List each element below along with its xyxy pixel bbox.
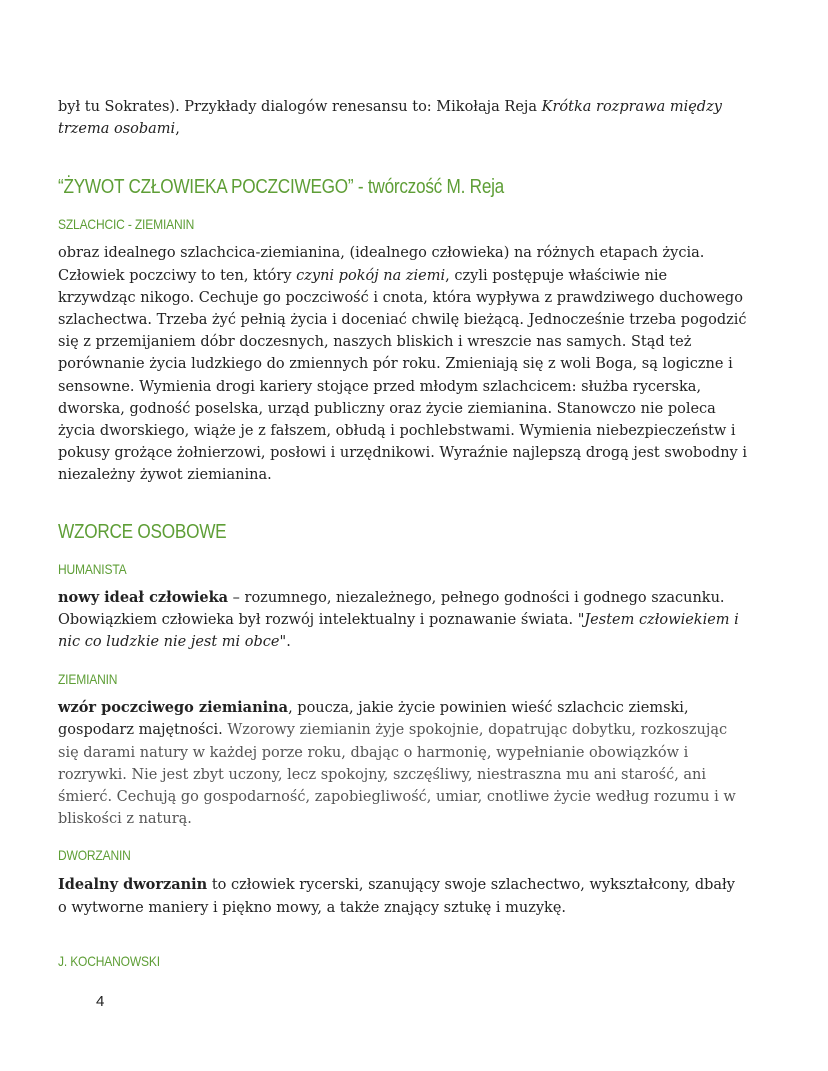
subheading-humanista: HUMANISTA xyxy=(58,560,127,577)
intro-paragraph: był tu Sokrates). Przykłady dialogów renesansu to: Mikołaja Reja Krótka rozprawa między trzema osobami, xyxy=(58,99,722,138)
document-page xyxy=(58,96,748,969)
paragraph-ziemianin: wzór poczciwego ziemianina, poucza, jakie życie powinien wieść szlachcic ziemski, gospodarz majętności. Wzorowy ziemianin żyje spokojnie, dopatrując dobytku, rozkoszując się darami natury w każdej porze roku, dbając o harmonię, wypełnianie obowiązków i rozrywki. Nie jest zbyt uczony, lecz spokojny, szczęśliwy, niestraszna mu ani starość, ani śmierć. Cechują go gospodarność, zapobiegliwość, umiar, cnotliwe życie według rozumu i w bliskości z naturą. xyxy=(58,699,736,828)
section-heading-kochanowski: J. KOCHANOWSKI xyxy=(58,952,160,969)
section-heading-zywot: “ŻYWOT CZŁOWIEKA POCZCIWEGO” - twórczość M. Reja xyxy=(58,176,505,199)
humanist-quote: "Jestem człowiekiem i nic co ludzkie nie jest mi obce" xyxy=(58,611,739,651)
subheading-szlachcic-ziemianin: SZLACHCIC - ZIEMIANIN xyxy=(58,216,195,233)
paragraph-szlachcic: obraz idealnego szlachcica-ziemianina, (idealnego człowieka) na różnych etapach życia. Człowiek poczciwy to ten, który czyni pokój na ziemi, czyli postępuje właściwie nie krzywdząc nikogo. Cechuje go poczciwość i cnota, która wypływa z prawdziwego duchowego szlachectwa. Trzeba żyć pełnią życia i doceniać chwilę bieżącą. Jednocześnie trzeba pogodzić się z przemijaniem dóbr doczesnych, naszych bliskich i wreszcie nas samych. Stąd też porównanie życia ludzkiego do zmiennych pór roku. Zmieniają się z woli Boga, są logiczne i sensowne. Wymienia drogi kariery stojące przed młodym szlachcicem: służba rycerska, dworska, godność poselska, urząd publiczny oraz życie ziemianina. Stanowczo nie poleca życia dworskiego, wiąże je z fałszem, obłudą i pochlebstwami. Wymienia niebezpieczeństw i pokusy grożące żołnierzowi, posłowi i urzędnikowi. Wyraźnie najlepszą drogą jest swobodny i niezależny żywot ziemianina. xyxy=(58,245,747,484)
subheading-ziemianin: ZIEMIANIN xyxy=(58,671,118,688)
dialog-title: Krótka rozprawa między trzema osobami xyxy=(58,99,722,138)
section-heading-wzorce: WZORCE OSOBOWE xyxy=(58,520,227,543)
paragraph-humanista: nowy ideał człowieka – rozumnego, niezależnego, pełnego godności i godnego szacunku. Obowiązkiem człowieka był rozwój intelektualny i poznawanie świata. "Jestem człowiekiem i nic co ludzkie nie jest mi obce". xyxy=(58,588,739,651)
paragraph-dworzanin: Idealny dworzanin to człowiek rycerski, szanujący swoje szlachectwo, wykształcony, dbały o wytworne maniery i piękno mowy, a także znający sztukę i muzykę. xyxy=(58,876,735,916)
page-number: 4 xyxy=(96,993,105,1010)
subheading-dworzanin: DWORZANIN xyxy=(58,847,131,864)
